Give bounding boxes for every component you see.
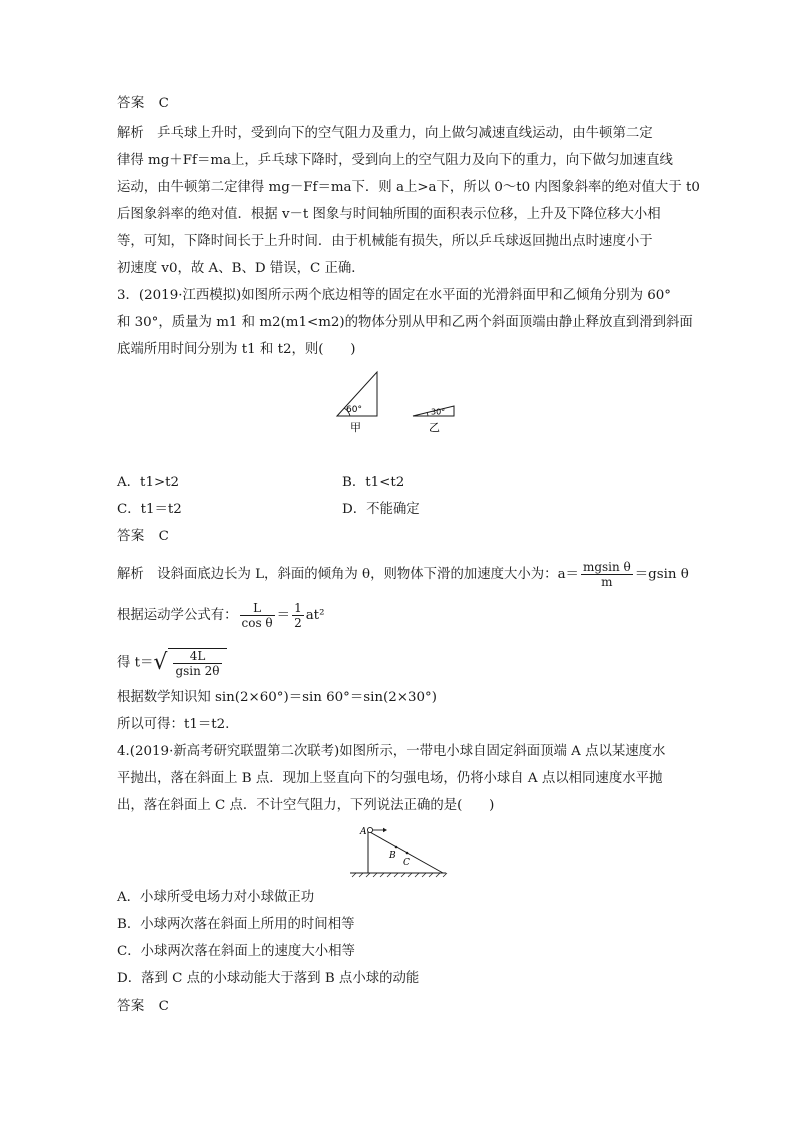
question-4-stem-line-2: 平抛出，落在斜面上 B 点．现加上竖直向下的匀强电场，仍将小球自 A 点以相同速度水平抛: [117, 771, 663, 786]
sqrt-body: $\frac{4L}{gsin 2\theta}$: [168, 648, 226, 678]
q4-option-d: D．落到 C 点的小球动能大于落到 B 点小球的动能: [117, 971, 420, 986]
figure-label-jia: 甲: [350, 421, 361, 434]
point-a-label: A: [360, 827, 367, 837]
analysis-1-line-4: 后图象斜率的绝对值．根据 v－t 图象与时间轴所围的面积表示位移，上升及下降位移大小相: [117, 207, 661, 222]
q4-option-b: B．小球两次落在斜面上所用的时间相等: [117, 917, 355, 932]
q4-option-a: A．小球所受电场力对小球做正功: [117, 890, 315, 905]
q4-option-c: C．小球两次落在斜面上的速度大小相等: [117, 944, 355, 959]
analysis-1-line-3: 运动，由牛顿第二定律得 mg－Ff＝ma下．则 a上>a下，所以 0～t0 内图象斜率的绝对值大于 t0: [117, 180, 700, 195]
sqrt-symbol: √: [153, 650, 168, 675]
incline-figure-q3: [330, 366, 470, 466]
q3-time-formula-line: 得 t＝√ $\frac{4L}{gsin 2\theta}$: [117, 648, 687, 678]
figure-label-yi: 乙: [429, 421, 440, 434]
analysis-1-line-1: 解析 乒乓球上升时，受到向下的空气阻力及重力，向上做匀减速直线运动，由牛顿第二定: [117, 126, 653, 141]
q3-option-c: C．t1＝t2: [117, 502, 182, 517]
question-4-stem-line-3: 出，落在斜面上 C 点．不计空气阻力，下列说法正确的是( ): [117, 798, 495, 813]
question-3-stem-line-3: 底端所用时间分别为 t1 和 t2，则( ): [117, 342, 356, 357]
analysis-1-line-2: 律得 mg＋Ff＝ma上，乒乓球下降时，受到向上的空气阻力及向下的重力，向下做匀加速直线: [117, 153, 673, 168]
ground-hatching: [352, 873, 447, 877]
q3-kinematics-line: 根据运动学公式有： $\frac{L}{\text{cos θ}}$ ＝ $\frac{1}{2}$ at²: [117, 601, 325, 630]
q3-analysis-line-1: [117, 560, 687, 589]
question-4-stem-line-1: 4.(2019·新高考研究联盟第二次联考)如图所示，一带电小球自固定斜面顶端 A 点以某速度水: [117, 744, 666, 759]
length-over-cos-fraction: $\frac{L}{\text{cos θ}}$: [241, 601, 273, 630]
analysis-1-line-6: 初速度 v0，故 A、B、D 错误，C 正确．: [117, 261, 365, 276]
ball: [367, 827, 372, 832]
q3-math-line: 根据数学知识知 sin(2×60°)＝sin 60°＝sin(2×30°): [117, 690, 437, 705]
answer-1: 答案 C: [117, 96, 170, 111]
projectile-figure-q4: [340, 822, 460, 882]
q3-option-a: A．t1>t2: [117, 475, 180, 490]
analysis-1-line-5: 等，可知，下降时间长于上升时间．由于机械能有损失，所以乒乓球返回抛出点时速度小于: [117, 234, 653, 249]
q3-option-b: B．t1<t2: [342, 475, 405, 490]
angle-label-yi: 30°: [431, 407, 446, 417]
accel-fraction: $\frac{\text{mgsin θ}}{m}$: [582, 560, 631, 589]
answer-3: 答案 C: [117, 529, 170, 544]
velocity-arrowhead: [383, 828, 387, 832]
q3-option-d: D．不能确定: [342, 502, 420, 517]
one-half-fraction: $\frac{1}{2}$: [294, 601, 302, 630]
q3-analysis-intro: 解析 设斜面底边长为 L，斜面的倾角为 θ，则物体下滑的加速度大小为：a＝: [117, 567, 579, 582]
question-3-stem-line-1: 3．(2019·江西模拟)如图所示两个底边相等的固定在水平面的光滑斜面甲和乙倾角分别为 60°: [117, 288, 671, 303]
answer-4: 答案 C: [117, 999, 170, 1014]
point-c-label: C: [403, 858, 410, 868]
q3-conclusion: 所以可得：t1＝t2.: [117, 717, 230, 732]
accel-tail: ＝gsin θ: [634, 567, 689, 582]
angle-label-jia: 60°: [346, 405, 362, 415]
question-3-stem-line-2: 和 30°，质量为 m1 和 m2(m1<m2)的物体分别从甲和乙两个斜面顶端由静止释放直到滑到斜面: [117, 315, 693, 330]
point-b-label: B: [389, 851, 396, 861]
